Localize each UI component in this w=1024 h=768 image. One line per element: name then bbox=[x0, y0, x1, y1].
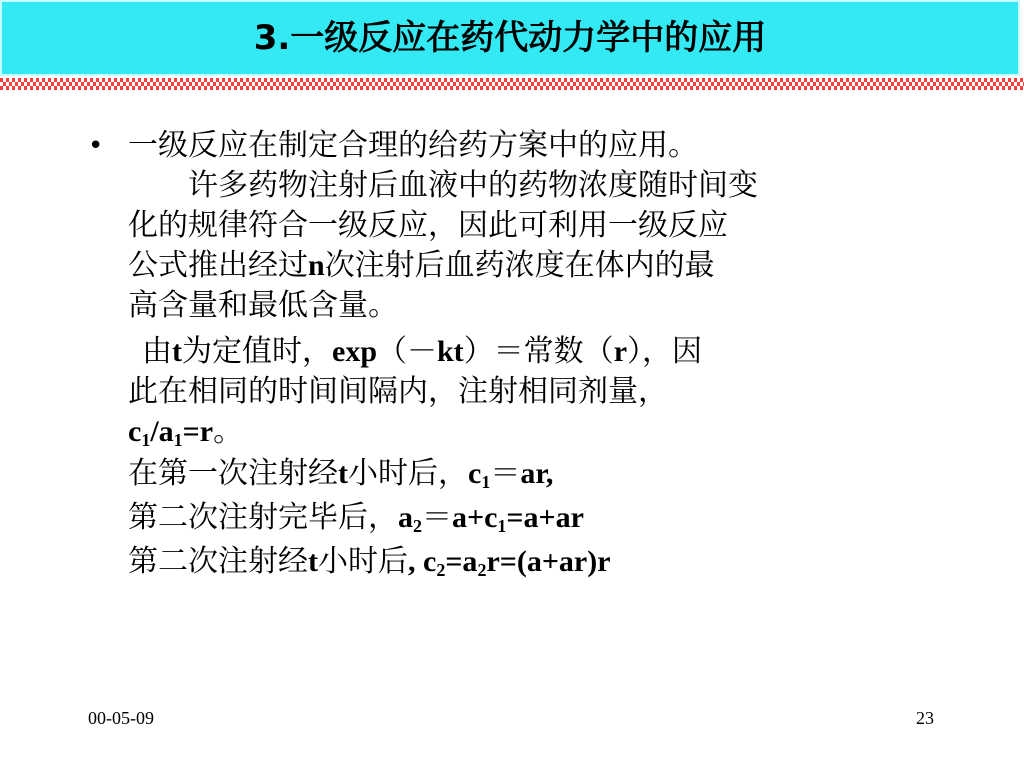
p1-l3-a: 公式推出经过 bbox=[128, 248, 308, 283]
p2-l3-eq: =r bbox=[182, 415, 214, 448]
bullet-text: 一级反应在制定合理的给药方案中的应用。 bbox=[128, 128, 698, 163]
p1-l3-b: 次注射后血药浓度在体内的最 bbox=[324, 248, 715, 283]
r3-sub2: 2 bbox=[477, 560, 487, 581]
p2-l1-kt: kt bbox=[437, 335, 464, 368]
p2-l1-a: 由 bbox=[142, 334, 172, 369]
paragraph-1-line-1: 许多药物注射后血液中的药物浓度随时间变 bbox=[188, 168, 758, 203]
p2-l1-t: t bbox=[172, 335, 182, 368]
r1-b: 小时后， bbox=[348, 456, 468, 491]
p2-l3-sub1: 1 bbox=[141, 430, 151, 451]
r3-a: 第二次注射经 bbox=[128, 544, 308, 579]
r1-a: 在第一次注射经 bbox=[128, 456, 338, 491]
r1-c: c bbox=[468, 457, 482, 490]
r2-sub2: 1 bbox=[497, 516, 507, 537]
formula-rows bbox=[88, 452, 948, 584]
r3-b: 小时后 bbox=[318, 544, 408, 579]
r1-e: ar, bbox=[520, 457, 554, 490]
formula-row-3 bbox=[128, 540, 948, 584]
r2-a: 第二次注射完毕后， bbox=[128, 500, 398, 535]
slide-content bbox=[88, 126, 948, 584]
title-separator bbox=[0, 78, 1024, 90]
p2-l1-b: 为定值时， bbox=[182, 334, 332, 369]
r3-e: r=(a+ar)r bbox=[486, 545, 611, 578]
r2-e: =a+ar bbox=[506, 501, 584, 534]
paragraph-1 bbox=[128, 166, 948, 326]
p2-l3-slash: /a bbox=[150, 415, 174, 448]
p2-l3-c: c bbox=[128, 415, 142, 448]
p2-l3-sub2: 1 bbox=[173, 430, 183, 451]
p1-l3-n: n bbox=[308, 249, 325, 282]
r3-t: t bbox=[308, 545, 318, 578]
paragraph-2-line-1 bbox=[128, 332, 948, 372]
p2-l1-d: ）＝常数（ bbox=[463, 334, 614, 369]
p2-l1-c: （－ bbox=[377, 334, 437, 369]
paragraph-1-line-2: 化的规律符合一级反应，因此可利用一级反应 bbox=[128, 208, 728, 243]
paragraph-1-line-4: 高含量和最低含量。 bbox=[128, 288, 398, 323]
paragraph-2 bbox=[128, 332, 948, 452]
r3-c: , c bbox=[408, 545, 437, 578]
r1-t: t bbox=[338, 457, 348, 490]
formula-row-1 bbox=[128, 452, 948, 496]
formula-row-2 bbox=[128, 496, 948, 540]
paragraph-1-line-3 bbox=[128, 246, 948, 286]
paragraph-2-line-3 bbox=[128, 412, 948, 452]
r3-sub1: 2 bbox=[436, 560, 446, 581]
footer-date: 00-05-09 bbox=[88, 708, 154, 728]
footer-page-number: 23 bbox=[916, 708, 934, 728]
p2-l1-e: ），因 bbox=[627, 334, 703, 369]
r2-sub1: 2 bbox=[413, 516, 422, 537]
r2-c: ＝ bbox=[422, 500, 452, 535]
p2-l1-r: r bbox=[613, 335, 628, 368]
r1-sub: 1 bbox=[481, 472, 491, 493]
r3-d: =a bbox=[445, 545, 478, 578]
r2-b: a bbox=[398, 501, 413, 534]
slide-title: 3.一级反应在药代动力学中的应用 bbox=[253, 18, 767, 58]
bullet-item bbox=[88, 126, 948, 166]
bullet-dot-icon: • bbox=[88, 131, 104, 161]
r2-d: a+c bbox=[452, 501, 498, 534]
r1-d: ＝ bbox=[490, 456, 521, 491]
p2-l3-end: 。 bbox=[213, 414, 244, 449]
p2-l1-exp: exp bbox=[332, 335, 377, 368]
paragraph-2-line-2: 此在相同的时间间隔内，注射相同剂量， bbox=[128, 374, 668, 409]
